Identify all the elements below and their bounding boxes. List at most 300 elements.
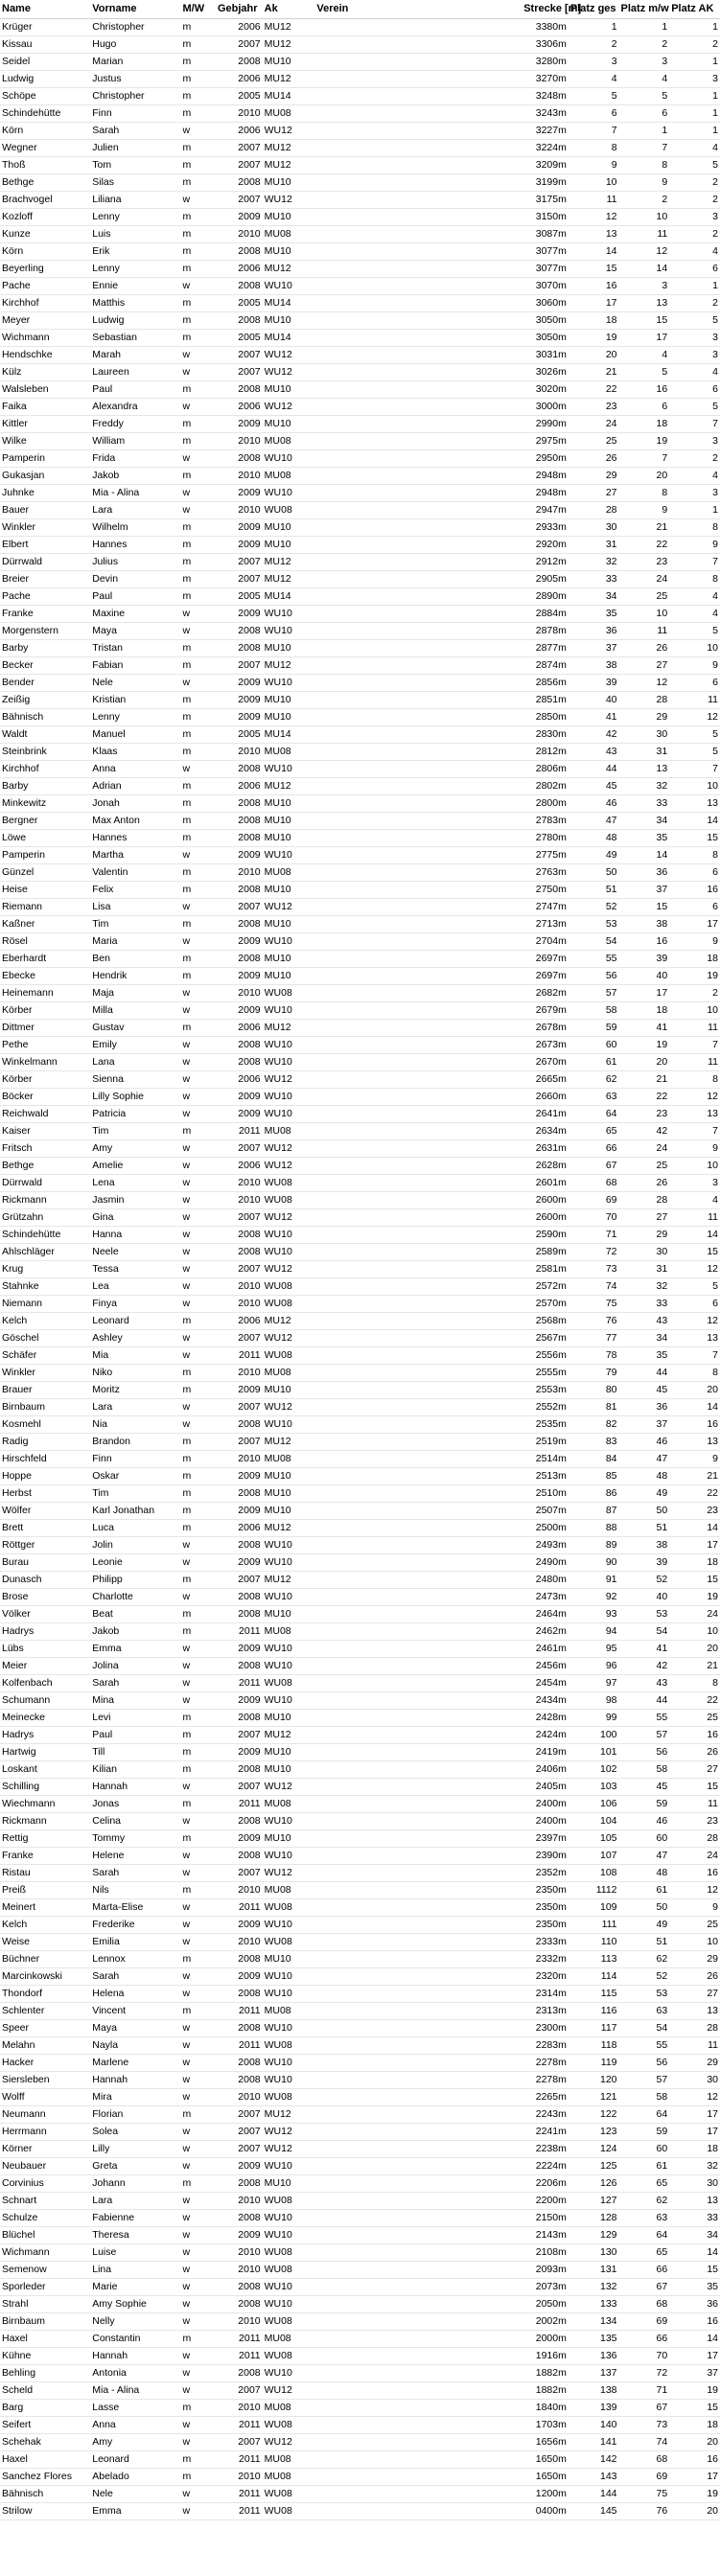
strecke-cell[interactable]: 2947m — [522, 502, 569, 519]
gebjahr-cell[interactable]: 2008 — [216, 1986, 263, 2003]
name-cell[interactable]: Schäfer — [0, 1347, 90, 1365]
name-cell[interactable]: Bethge — [0, 174, 90, 192]
ak-cell[interactable]: WU10 — [263, 450, 315, 468]
name-cell[interactable]: Meinecke — [0, 1710, 90, 1727]
platz-mw-cell[interactable]: 9 — [619, 502, 670, 519]
platz-ak-cell[interactable]: 15 — [669, 2400, 720, 2417]
strecke-cell[interactable]: 2150m — [522, 2210, 569, 2227]
platz-ak-cell[interactable]: 9 — [669, 1451, 720, 1468]
platz-ges-cell[interactable]: 138 — [569, 2382, 619, 2400]
strecke-cell[interactable]: 2800m — [522, 795, 569, 813]
gebjahr-cell[interactable]: 2008 — [216, 813, 263, 830]
platz-ges-cell[interactable]: 71 — [569, 1227, 619, 1244]
platz-mw-cell[interactable]: 48 — [619, 1468, 670, 1485]
strecke-cell[interactable]: 2514m — [522, 1451, 569, 1468]
platz-ak-cell[interactable]: 12 — [669, 1882, 720, 1899]
name-cell[interactable]: Elbert — [0, 537, 90, 554]
platz-ak-cell[interactable]: 12 — [669, 1089, 720, 1106]
platz-mw-cell[interactable]: 51 — [619, 1934, 670, 1951]
platz-ak-cell[interactable]: 8 — [669, 1675, 720, 1692]
ak-cell[interactable]: WU10 — [263, 278, 315, 295]
name-cell[interactable]: Kelch — [0, 1313, 90, 1330]
platz-ges-cell[interactable]: 79 — [569, 1365, 619, 1382]
verein-cell[interactable] — [314, 140, 522, 157]
mw-cell[interactable]: w — [181, 899, 216, 916]
ak-cell[interactable]: MU12 — [263, 554, 315, 571]
ak-cell[interactable]: WU10 — [263, 623, 315, 640]
gebjahr-cell[interactable]: 2006 — [216, 1020, 263, 1037]
vorname-cell[interactable]: Hugo — [90, 36, 180, 54]
platz-ak-cell[interactable]: 17 — [669, 2106, 720, 2124]
verein-cell[interactable] — [314, 1054, 522, 1071]
strecke-cell[interactable]: 2975m — [522, 433, 569, 450]
ak-cell[interactable]: WU10 — [263, 606, 315, 623]
vorname-cell[interactable]: Levi — [90, 1710, 180, 1727]
verein-cell[interactable] — [314, 1830, 522, 1848]
platz-ak-cell[interactable]: 15 — [669, 830, 720, 847]
verein-cell[interactable] — [314, 2003, 522, 2020]
platz-ges-cell[interactable]: 63 — [569, 1089, 619, 1106]
mw-cell[interactable]: w — [181, 450, 216, 468]
vorname-cell[interactable]: Hannes — [90, 537, 180, 554]
mw-cell[interactable]: w — [181, 1140, 216, 1158]
ak-cell[interactable]: MU10 — [263, 381, 315, 399]
platz-mw-cell[interactable]: 65 — [619, 2244, 670, 2262]
strecke-cell[interactable]: 2628m — [522, 1158, 569, 1175]
vorname-cell[interactable]: Christopher — [90, 19, 180, 36]
strecke-cell[interactable]: 3306m — [522, 36, 569, 54]
strecke-cell[interactable]: 2454m — [522, 1675, 569, 1692]
platz-mw-cell[interactable]: 43 — [619, 1313, 670, 1330]
vorname-cell[interactable]: Mia - Alina — [90, 485, 180, 502]
gebjahr-cell[interactable]: 2008 — [216, 2175, 263, 2193]
verein-cell[interactable] — [314, 726, 522, 744]
platz-mw-cell[interactable]: 14 — [619, 261, 670, 278]
mw-cell[interactable]: w — [181, 2227, 216, 2244]
mw-cell[interactable]: m — [181, 1830, 216, 1848]
platz-ak-cell[interactable]: 10 — [669, 778, 720, 795]
vorname-cell[interactable]: Emma — [90, 2503, 180, 2520]
name-cell[interactable]: Büchner — [0, 1951, 90, 1968]
vorname-cell[interactable]: Helene — [90, 1848, 180, 1865]
mw-cell[interactable]: m — [181, 1623, 216, 1641]
gebjahr-cell[interactable]: 2007 — [216, 2141, 263, 2158]
vorname-cell[interactable]: Marah — [90, 347, 180, 364]
platz-mw-cell[interactable]: 59 — [619, 1796, 670, 1813]
platz-ak-cell[interactable]: 13 — [669, 795, 720, 813]
mw-cell[interactable]: m — [181, 640, 216, 657]
platz-ak-cell[interactable]: 2 — [669, 192, 720, 209]
ak-cell[interactable]: WU10 — [263, 1227, 315, 1244]
strecke-cell[interactable]: 2243m — [522, 2106, 569, 2124]
ak-cell[interactable]: WU10 — [263, 1692, 315, 1710]
verein-cell[interactable] — [314, 1899, 522, 1917]
gebjahr-cell[interactable]: 2009 — [216, 1089, 263, 1106]
verein-cell[interactable] — [314, 157, 522, 174]
name-cell[interactable]: Krüger — [0, 19, 90, 36]
name-cell[interactable]: Dürrwald — [0, 554, 90, 571]
verein-cell[interactable] — [314, 1175, 522, 1192]
gebjahr-cell[interactable]: 2009 — [216, 1468, 263, 1485]
verein-cell[interactable] — [314, 2503, 522, 2520]
verein-cell[interactable] — [314, 2227, 522, 2244]
verein-cell[interactable] — [314, 882, 522, 899]
name-cell[interactable]: Pamperin — [0, 847, 90, 864]
platz-ak-cell[interactable]: 21 — [669, 1658, 720, 1675]
vorname-cell[interactable]: Lenny — [90, 261, 180, 278]
verein-cell[interactable] — [314, 1848, 522, 1865]
platz-mw-cell[interactable]: 61 — [619, 2158, 670, 2175]
gebjahr-cell[interactable]: 2008 — [216, 1589, 263, 1606]
platz-ges-cell[interactable]: 28 — [569, 502, 619, 519]
strecke-cell[interactable]: 3227m — [522, 123, 569, 140]
platz-ges-cell[interactable]: 12 — [569, 209, 619, 226]
platz-ak-cell[interactable]: 24 — [669, 1848, 720, 1865]
mw-cell[interactable]: w — [181, 1692, 216, 1710]
ak-cell[interactable]: MU10 — [263, 951, 315, 968]
name-cell[interactable]: Rickmann — [0, 1192, 90, 1209]
ak-cell[interactable]: MU14 — [263, 588, 315, 606]
header-strecke[interactable]: Strecke [m] — [522, 0, 569, 19]
platz-ges-cell[interactable]: 133 — [569, 2296, 619, 2313]
platz-ges-cell[interactable]: 59 — [569, 1020, 619, 1037]
platz-ak-cell[interactable]: 5 — [669, 744, 720, 761]
vorname-cell[interactable]: Maja — [90, 985, 180, 1002]
strecke-cell[interactable]: 2783m — [522, 813, 569, 830]
name-cell[interactable]: Pache — [0, 278, 90, 295]
mw-cell[interactable]: m — [181, 537, 216, 554]
gebjahr-cell[interactable]: 2007 — [216, 657, 263, 675]
strecke-cell[interactable]: 2519m — [522, 1434, 569, 1451]
ak-cell[interactable]: WU12 — [263, 1158, 315, 1175]
mw-cell[interactable]: w — [181, 2348, 216, 2365]
gebjahr-cell[interactable]: 2008 — [216, 640, 263, 657]
platz-ges-cell[interactable]: 33 — [569, 571, 619, 588]
mw-cell[interactable]: w — [181, 2365, 216, 2382]
strecke-cell[interactable]: 1656m — [522, 2434, 569, 2451]
vorname-cell[interactable]: Kilian — [90, 1761, 180, 1779]
ak-cell[interactable]: WU08 — [263, 985, 315, 1002]
gebjahr-cell[interactable]: 2007 — [216, 1779, 263, 1796]
strecke-cell[interactable]: 2073m — [522, 2279, 569, 2296]
mw-cell[interactable]: w — [181, 123, 216, 140]
platz-mw-cell[interactable]: 11 — [619, 226, 670, 243]
name-cell[interactable]: Böcker — [0, 1089, 90, 1106]
gebjahr-cell[interactable]: 2007 — [216, 2434, 263, 2451]
platz-ges-cell[interactable]: 64 — [569, 1106, 619, 1123]
mw-cell[interactable]: m — [181, 519, 216, 537]
platz-ges-cell[interactable]: 97 — [569, 1675, 619, 1692]
strecke-cell[interactable]: 1650m — [522, 2469, 569, 2486]
platz-ges-cell[interactable]: 40 — [569, 692, 619, 709]
mw-cell[interactable]: m — [181, 1451, 216, 1468]
platz-ak-cell[interactable]: 19 — [669, 2382, 720, 2400]
gebjahr-cell[interactable]: 2010 — [216, 864, 263, 882]
ak-cell[interactable]: WU12 — [263, 1779, 315, 1796]
mw-cell[interactable]: w — [181, 1244, 216, 1261]
platz-mw-cell[interactable]: 28 — [619, 692, 670, 709]
vorname-cell[interactable]: Jonas — [90, 1796, 180, 1813]
platz-ges-cell[interactable]: 24 — [569, 416, 619, 433]
name-cell[interactable]: Wölfer — [0, 1503, 90, 1520]
strecke-cell[interactable]: 3270m — [522, 71, 569, 88]
platz-ges-cell[interactable]: 10 — [569, 174, 619, 192]
platz-mw-cell[interactable]: 44 — [619, 1692, 670, 1710]
name-cell[interactable]: Blüchel — [0, 2227, 90, 2244]
vorname-cell[interactable]: Tim — [90, 1485, 180, 1503]
platz-ges-cell[interactable]: 41 — [569, 709, 619, 726]
platz-ak-cell[interactable]: 3 — [669, 347, 720, 364]
name-cell[interactable]: Pamperin — [0, 450, 90, 468]
strecke-cell[interactable]: 2948m — [522, 468, 569, 485]
name-cell[interactable]: Dunasch — [0, 1572, 90, 1589]
verein-cell[interactable] — [314, 692, 522, 709]
strecke-cell[interactable]: 1916m — [522, 2348, 569, 2365]
platz-ak-cell[interactable]: 14 — [669, 2244, 720, 2262]
platz-mw-cell[interactable]: 65 — [619, 2175, 670, 2193]
platz-ges-cell[interactable]: 126 — [569, 2175, 619, 2193]
name-cell[interactable]: Pache — [0, 588, 90, 606]
platz-ges-cell[interactable]: 95 — [569, 1641, 619, 1658]
name-cell[interactable]: Körber — [0, 1002, 90, 1020]
mw-cell[interactable]: m — [181, 1382, 216, 1399]
ak-cell[interactable]: MU12 — [263, 1020, 315, 1037]
vorname-cell[interactable]: Nele — [90, 2486, 180, 2503]
platz-mw-cell[interactable]: 50 — [619, 1899, 670, 1917]
ak-cell[interactable]: MU10 — [263, 813, 315, 830]
ak-cell[interactable]: WU10 — [263, 2296, 315, 2313]
strecke-cell[interactable]: 3070m — [522, 278, 569, 295]
vorname-cell[interactable]: Ben — [90, 951, 180, 968]
platz-ges-cell[interactable]: 116 — [569, 2003, 619, 2020]
strecke-cell[interactable]: 2428m — [522, 1710, 569, 1727]
header-platz-ak[interactable]: Platz AK — [669, 0, 720, 19]
platz-ges-cell[interactable]: 43 — [569, 744, 619, 761]
verein-cell[interactable] — [314, 1416, 522, 1434]
vorname-cell[interactable]: Nils — [90, 1882, 180, 1899]
platz-ak-cell[interactable]: 4 — [669, 243, 720, 261]
mw-cell[interactable]: m — [181, 1761, 216, 1779]
gebjahr-cell[interactable]: 2010 — [216, 985, 263, 1002]
verein-cell[interactable] — [314, 1589, 522, 1606]
gebjahr-cell[interactable]: 2007 — [216, 2106, 263, 2124]
gebjahr-cell[interactable]: 2009 — [216, 1554, 263, 1572]
mw-cell[interactable]: w — [181, 847, 216, 864]
header-platz-mw[interactable]: Platz m/w — [619, 0, 670, 19]
platz-ak-cell[interactable]: 6 — [669, 864, 720, 882]
platz-mw-cell[interactable]: 60 — [619, 2141, 670, 2158]
verein-cell[interactable] — [314, 1761, 522, 1779]
verein-cell[interactable] — [314, 985, 522, 1002]
strecke-cell[interactable]: 2552m — [522, 1399, 569, 1416]
name-cell[interactable]: Heise — [0, 882, 90, 899]
mw-cell[interactable]: m — [181, 813, 216, 830]
gebjahr-cell[interactable]: 2009 — [216, 1641, 263, 1658]
name-cell[interactable]: Seifert — [0, 2417, 90, 2434]
platz-ges-cell[interactable]: 87 — [569, 1503, 619, 1520]
mw-cell[interactable]: w — [181, 485, 216, 502]
platz-mw-cell[interactable]: 36 — [619, 864, 670, 882]
mw-cell[interactable]: m — [181, 468, 216, 485]
platz-ges-cell[interactable]: 55 — [569, 951, 619, 968]
gebjahr-cell[interactable]: 2006 — [216, 399, 263, 416]
ak-cell[interactable]: MU12 — [263, 1520, 315, 1537]
platz-mw-cell[interactable]: 43 — [619, 1675, 670, 1692]
platz-ak-cell[interactable]: 26 — [669, 1744, 720, 1761]
vorname-cell[interactable]: Vincent — [90, 2003, 180, 2020]
platz-ges-cell[interactable]: 26 — [569, 450, 619, 468]
strecke-cell[interactable]: 2400m — [522, 1813, 569, 1830]
strecke-cell[interactable]: 2678m — [522, 1020, 569, 1037]
ak-cell[interactable]: MU10 — [263, 882, 315, 899]
gebjahr-cell[interactable]: 2007 — [216, 2124, 263, 2141]
mw-cell[interactable]: w — [181, 2210, 216, 2227]
ak-cell[interactable]: WU08 — [263, 1296, 315, 1313]
platz-ges-cell[interactable]: 129 — [569, 2227, 619, 2244]
platz-ges-cell[interactable]: 68 — [569, 1175, 619, 1192]
name-cell[interactable]: Hartwig — [0, 1744, 90, 1761]
name-cell[interactable]: Herrmann — [0, 2124, 90, 2141]
strecke-cell[interactable]: 2050m — [522, 2296, 569, 2313]
platz-ges-cell[interactable]: 111 — [569, 1917, 619, 1934]
ak-cell[interactable]: WU12 — [263, 1071, 315, 1089]
platz-ges-cell[interactable]: 142 — [569, 2451, 619, 2469]
vorname-cell[interactable]: Helena — [90, 1986, 180, 2003]
platz-mw-cell[interactable]: 22 — [619, 1089, 670, 1106]
name-cell[interactable]: Hoppe — [0, 1468, 90, 1485]
ak-cell[interactable]: MU12 — [263, 261, 315, 278]
name-cell[interactable]: Brett — [0, 1520, 90, 1537]
platz-ges-cell[interactable]: 1 — [569, 19, 619, 36]
vorname-cell[interactable]: Maxine — [90, 606, 180, 623]
gebjahr-cell[interactable]: 2008 — [216, 1848, 263, 1865]
platz-ak-cell[interactable]: 18 — [669, 2141, 720, 2158]
gebjahr-cell[interactable]: 2008 — [216, 951, 263, 968]
gebjahr-cell[interactable]: 2006 — [216, 1158, 263, 1175]
ak-cell[interactable]: MU08 — [263, 744, 315, 761]
strecke-cell[interactable]: 2480m — [522, 1572, 569, 1589]
verein-cell[interactable] — [314, 847, 522, 864]
verein-cell[interactable] — [314, 916, 522, 933]
verein-cell[interactable] — [314, 1968, 522, 1986]
mw-cell[interactable]: w — [181, 2020, 216, 2037]
strecke-cell[interactable]: 2634m — [522, 1123, 569, 1140]
verein-cell[interactable] — [314, 1865, 522, 1882]
mw-cell[interactable]: w — [181, 1934, 216, 1951]
platz-ak-cell[interactable]: 11 — [669, 692, 720, 709]
verein-cell[interactable] — [314, 1554, 522, 1572]
strecke-cell[interactable]: 3050m — [522, 330, 569, 347]
verein-cell[interactable] — [314, 2158, 522, 2175]
gebjahr-cell[interactable]: 2009 — [216, 1503, 263, 1520]
mw-cell[interactable]: w — [181, 1278, 216, 1296]
name-cell[interactable]: Niemann — [0, 1296, 90, 1313]
ak-cell[interactable]: WU08 — [263, 502, 315, 519]
strecke-cell[interactable]: 0400m — [522, 2503, 569, 2520]
vorname-cell[interactable]: Freddy — [90, 416, 180, 433]
gebjahr-cell[interactable]: 2008 — [216, 2072, 263, 2089]
verein-cell[interactable] — [314, 519, 522, 537]
vorname-cell[interactable]: Ashley — [90, 1330, 180, 1347]
platz-ges-cell[interactable]: 130 — [569, 2244, 619, 2262]
strecke-cell[interactable]: 3060m — [522, 295, 569, 312]
platz-ges-cell[interactable]: 22 — [569, 381, 619, 399]
vorname-cell[interactable]: Wilhelm — [90, 519, 180, 537]
name-cell[interactable]: Ristau — [0, 1865, 90, 1882]
gebjahr-cell[interactable]: 2005 — [216, 88, 263, 105]
platz-mw-cell[interactable]: 6 — [619, 399, 670, 416]
verein-cell[interactable] — [314, 1692, 522, 1710]
verein-cell[interactable] — [314, 606, 522, 623]
verein-cell[interactable] — [314, 1209, 522, 1227]
vorname-cell[interactable]: Fabian — [90, 657, 180, 675]
mw-cell[interactable]: w — [181, 1399, 216, 1416]
vorname-cell[interactable]: Lara — [90, 1399, 180, 1416]
verein-cell[interactable] — [314, 2089, 522, 2106]
platz-mw-cell[interactable]: 10 — [619, 606, 670, 623]
name-cell[interactable]: Riemann — [0, 899, 90, 916]
vorname-cell[interactable]: Julien — [90, 140, 180, 157]
platz-mw-cell[interactable]: 37 — [619, 1416, 670, 1434]
gebjahr-cell[interactable]: 2010 — [216, 1278, 263, 1296]
strecke-cell[interactable]: 2660m — [522, 1089, 569, 1106]
vorname-cell[interactable]: Florian — [90, 2106, 180, 2124]
platz-mw-cell[interactable]: 47 — [619, 1848, 670, 1865]
vorname-cell[interactable]: Lennox — [90, 1951, 180, 1968]
ak-cell[interactable]: WU12 — [263, 2141, 315, 2158]
platz-ak-cell[interactable]: 7 — [669, 1347, 720, 1365]
name-cell[interactable]: Hadrys — [0, 1727, 90, 1744]
name-cell[interactable]: Meyer — [0, 312, 90, 330]
verein-cell[interactable] — [314, 1951, 522, 1968]
name-cell[interactable]: Strilow — [0, 2503, 90, 2520]
verein-cell[interactable] — [314, 433, 522, 450]
strecke-cell[interactable]: 2912m — [522, 554, 569, 571]
ak-cell[interactable]: WU12 — [263, 192, 315, 209]
name-cell[interactable]: Schnart — [0, 2193, 90, 2210]
strecke-cell[interactable]: 3031m — [522, 347, 569, 364]
mw-cell[interactable]: m — [181, 778, 216, 795]
mw-cell[interactable]: w — [181, 192, 216, 209]
platz-mw-cell[interactable]: 62 — [619, 2193, 670, 2210]
platz-ges-cell[interactable]: 51 — [569, 882, 619, 899]
platz-ak-cell[interactable]: 19 — [669, 2486, 720, 2503]
vorname-cell[interactable]: Mira — [90, 2089, 180, 2106]
strecke-cell[interactable]: 3077m — [522, 243, 569, 261]
vorname-cell[interactable]: Kristian — [90, 692, 180, 709]
ak-cell[interactable]: WU10 — [263, 1848, 315, 1865]
verein-cell[interactable] — [314, 2417, 522, 2434]
mw-cell[interactable]: w — [181, 1917, 216, 1934]
platz-mw-cell[interactable]: 3 — [619, 278, 670, 295]
ak-cell[interactable]: MU08 — [263, 2400, 315, 2417]
platz-ak-cell[interactable]: 8 — [669, 571, 720, 588]
platz-mw-cell[interactable]: 23 — [619, 1106, 670, 1123]
platz-mw-cell[interactable]: 58 — [619, 1761, 670, 1779]
platz-ak-cell[interactable]: 13 — [669, 1434, 720, 1451]
platz-ak-cell[interactable]: 2 — [669, 226, 720, 243]
ak-cell[interactable]: MU10 — [263, 174, 315, 192]
mw-cell[interactable]: w — [181, 1089, 216, 1106]
platz-mw-cell[interactable]: 50 — [619, 1503, 670, 1520]
mw-cell[interactable]: m — [181, 2003, 216, 2020]
gebjahr-cell[interactable]: 2009 — [216, 209, 263, 226]
platz-ges-cell[interactable]: 96 — [569, 1658, 619, 1675]
vorname-cell[interactable]: Tessa — [90, 1261, 180, 1278]
ak-cell[interactable]: WU08 — [263, 2313, 315, 2331]
platz-mw-cell[interactable]: 20 — [619, 1054, 670, 1071]
platz-mw-cell[interactable]: 32 — [619, 1278, 670, 1296]
